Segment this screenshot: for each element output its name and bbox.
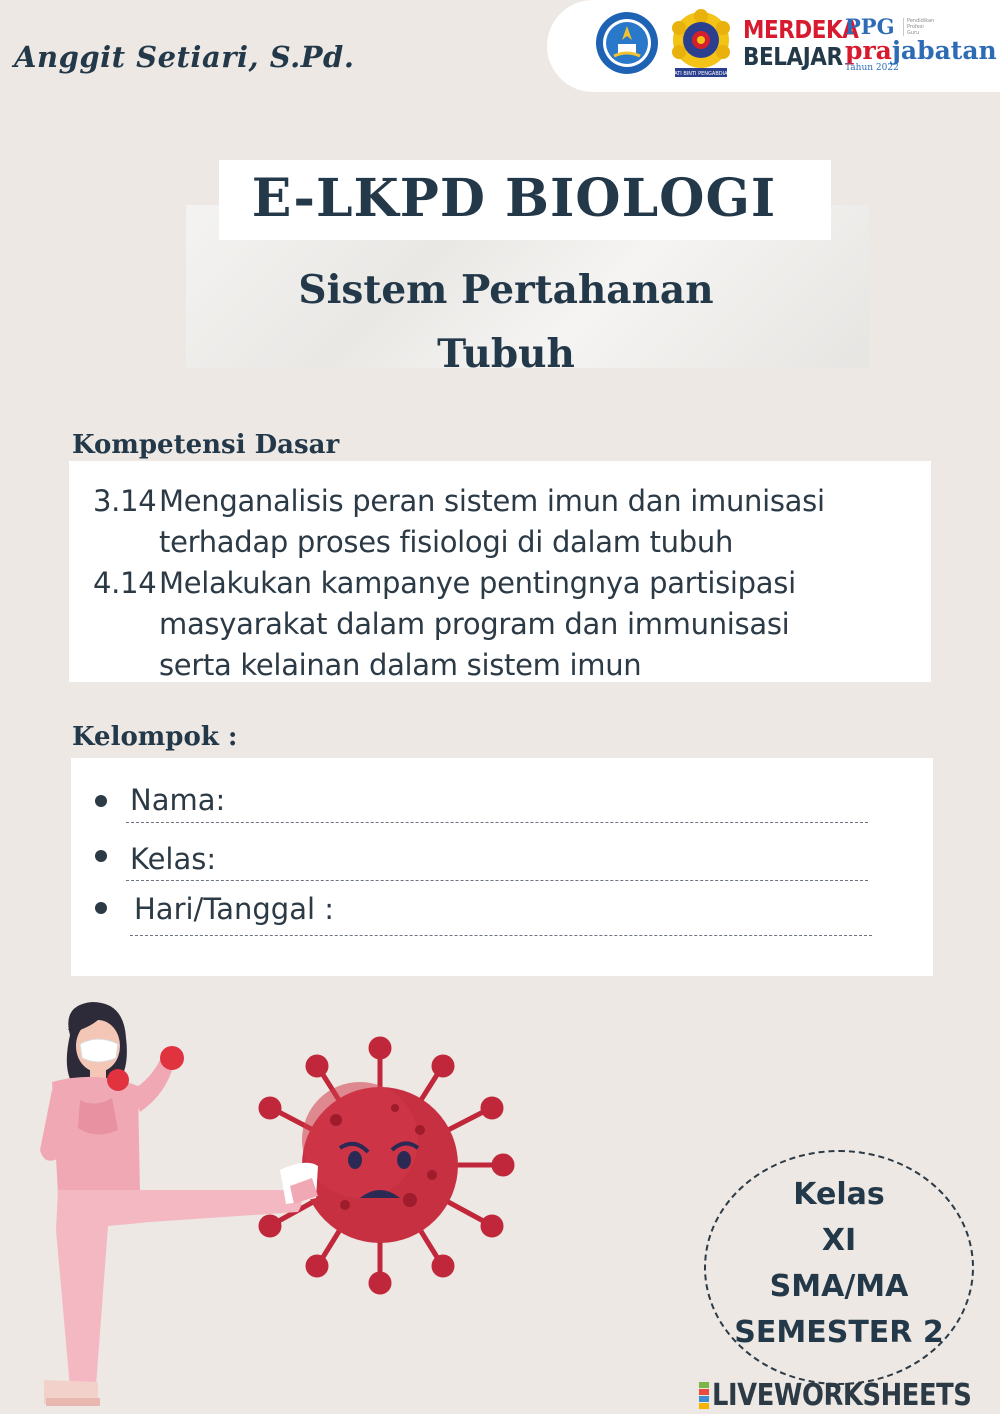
kompetensi-item: 4.14Melakukan kampanye pentingnya partisipasi masyarakat dalam program dan immunisasi serta kelainan dalam sistem imun [93,563,796,682]
kelompok-label: Kelompok : [72,722,238,752]
kelas-badge-line: SEMESTER 2 [734,1315,944,1350]
kelas-badge-line: Kelas [793,1177,885,1212]
subtitle-line-2: Tubuh [437,331,575,377]
kelas-badge-line: XI [821,1223,857,1258]
woman-kicking-virus-illustration [0,990,560,1414]
subtitle-line-1: Sistem Pertahanan [298,267,714,313]
author-name: Anggit Setiari, S.Pd. [14,40,355,74]
merdeka-belajar-logo [743,16,858,70]
kelas-label: Kelas: [130,842,217,876]
kemdikbud-logo-icon [594,10,660,76]
page-subtitle [186,258,826,386]
nama-label: Nama: [130,783,226,817]
bullet-dot [95,902,107,914]
kompetensi-box [69,461,931,682]
bullet-dot [95,850,107,862]
nama-input-line[interactable] [126,822,868,823]
tahun-text: Tahun 2022 [845,63,899,73]
bullet-dot [95,795,107,807]
page-title: E-LKPD BIOLOGI [251,168,777,229]
belajar-text: BELAJAR [743,42,843,71]
merdeka-text: MERDEKA [743,15,859,44]
prajabatan-text: prajabatan [845,36,997,65]
kelas-input-line[interactable] [126,880,868,881]
university-logo-icon [663,6,739,82]
hari-tanggal-label: Hari/Tanggal : [134,892,335,926]
kompetensi-num: 4.14 [93,566,157,600]
liveworksheets-watermark: LIVEWORKSHEETS [712,1378,972,1413]
kompetensi-item: 3.14Menganalisis peran sistem imun dan imunisasi terhadap proses fisiologi di dalam tubuh [93,481,825,563]
kelas-badge-line: SMA/MA [769,1269,909,1304]
univ-ribbon-text: BATI BINTI PENGABDIAN [670,71,732,77]
kompetensi-label: Kompetensi Dasar [72,430,340,460]
ppg-small-text: Pendidikan Profesi Guru [903,18,934,36]
kelas-badge [704,1172,974,1356]
hari-tanggal-input-line[interactable] [130,935,872,936]
ppg-text: PPG [845,14,895,39]
woman-figure [40,1002,318,1406]
kompetensi-num: 3.14 [93,484,157,518]
